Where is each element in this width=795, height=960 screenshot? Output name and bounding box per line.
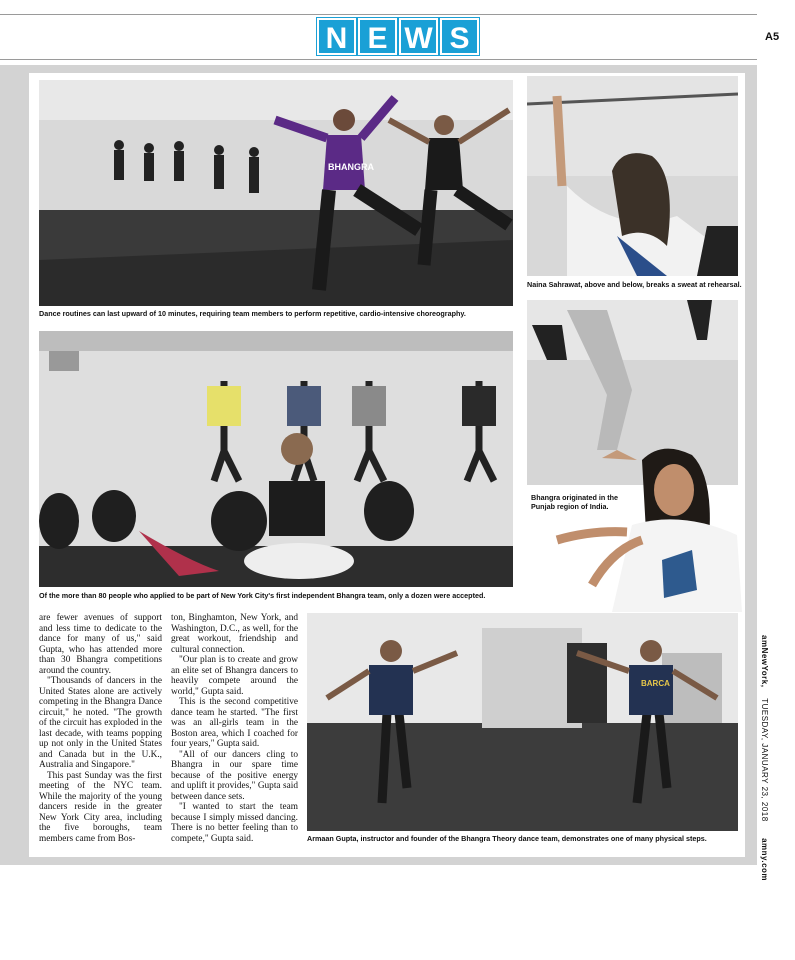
article-paragraph: This past Sunday was the first meeting of the NYC team. While the majority of the young dancers reside in the greater New York City area, including the five boroughs, team members came from Bos- xyxy=(39,770,162,844)
article-paragraph: "Our plan is to create and grow an elite set of Bhangra dancers to heavily compete around the world," Gupta said. xyxy=(171,655,298,697)
caption-mirror-group: Of the more than 80 people who applied to be part of New York City's first independent Bhangra team, only a dozen were accepted. xyxy=(39,591,486,600)
folio-date: TUESDAY, JANUARY 23, 2018 xyxy=(760,698,769,822)
news-section-logo xyxy=(317,18,479,55)
hoodie-text: BHANGRA xyxy=(328,162,374,172)
naina-cutout-image xyxy=(552,440,742,612)
page-number: A5 xyxy=(765,31,780,43)
article-paragraph: "Thousands of dancers in the United States alone are actively competing in the Bhangra Dance circuit," he noted. "The growth of the circuit has exploded in the last decade, with teams popping up not only in the United States and Canada but in the U.K., Australia and Singapore." xyxy=(39,676,162,770)
logo-letter: S xyxy=(440,18,479,55)
folio xyxy=(758,635,780,882)
article-paragraph: "I wanted to start the team because I simply missed dancing. There is no better feeling than to compete," Gupta said. xyxy=(171,802,298,844)
photo-armaan-image xyxy=(307,613,738,831)
caption-armaan: Armaan Gupta, instructor and founder of the Bhangra Theory dance team, demonstrates one of many physical steps. xyxy=(307,834,707,843)
logo-letter: W xyxy=(399,18,438,55)
article-column-2 xyxy=(171,613,298,844)
armaan-shirt-text: BARCA xyxy=(641,679,670,688)
photo-naina-top xyxy=(527,76,738,276)
caption-naina-top: Naina Sahrawat, above and below, breaks a sweat at rehearsal. xyxy=(527,280,742,289)
folio-site: amny.com xyxy=(760,838,769,882)
caption-studio-wide: Dance routines can last upward of 10 minutes, requiring team members to perform repetitive, cardio-intensive choreography. xyxy=(39,309,466,318)
folio-text xyxy=(760,635,769,881)
photo-mirror-group xyxy=(39,331,513,587)
photo-naina-cutout xyxy=(552,440,742,612)
article-paragraph: are fewer avenues of support and less time to dedicate to the dance for many of us," said Gupta, who has attended more than 30 Bhangra competitions around the country. xyxy=(39,613,162,676)
logo-letter: E xyxy=(358,18,397,55)
photo-armaan xyxy=(307,613,738,831)
photo-mirror-group-image xyxy=(39,331,513,587)
folio-brand: amNewYork, xyxy=(760,635,769,688)
photo-naina-top-image xyxy=(527,76,738,276)
photo-studio-wide-image xyxy=(39,80,513,306)
article-column-1 xyxy=(39,613,162,844)
caption-naina-bottom: Bhangra originated in the Punjab region of India. xyxy=(531,493,619,511)
article-paragraph: "All of our dancers cling to Bhangra in our spare time because of the positive energy and uplift it provides," Gupta said between dance sets. xyxy=(171,749,298,802)
photo-studio-wide xyxy=(39,80,513,306)
article-paragraph: This is the second competitive dance team he started. "The first was an all-girls team in the Boston area, which I coached for four years," Gupta said. xyxy=(171,697,298,749)
article-paragraph: ton, Binghamton, New York, and Washington, D.C., as well, for the great workout, friendship and cultural connection. xyxy=(171,613,298,655)
logo-letter: N xyxy=(317,18,356,55)
